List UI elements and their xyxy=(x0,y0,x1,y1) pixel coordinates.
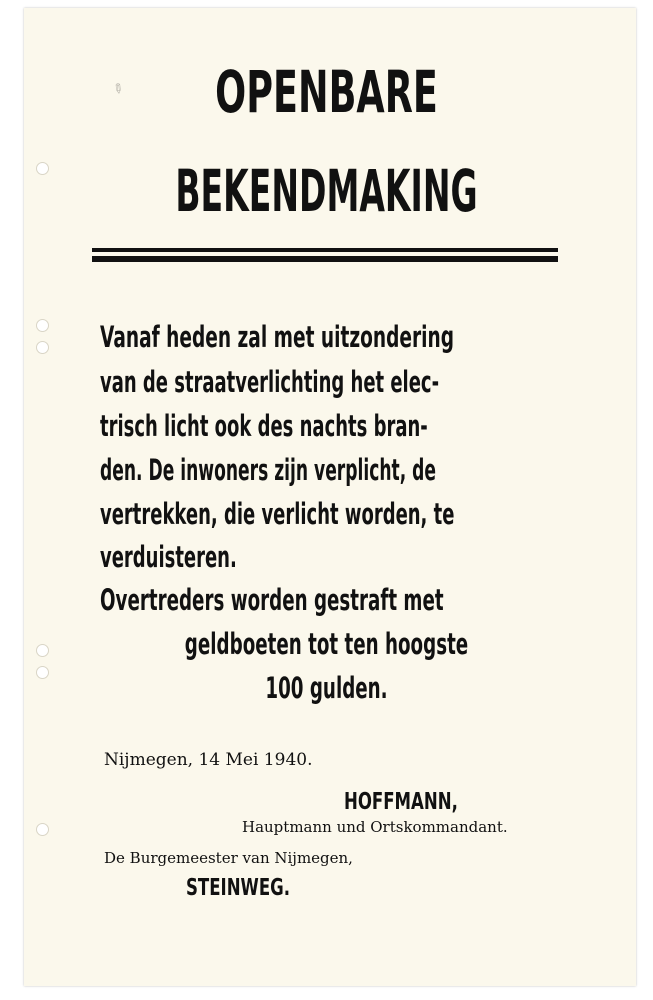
body-line-5: vertrekken, die verlicht worden, te xyxy=(100,497,455,531)
signatory-2-title: De Burgemeester van Nijmegen, xyxy=(104,849,353,867)
punch-hole xyxy=(36,319,49,332)
signatory-1-title: Hauptmann und Ortskommandant. xyxy=(242,818,508,836)
punch-hole xyxy=(36,644,49,657)
body-line-1: Vanaf heden zal met uitzondering xyxy=(100,320,455,354)
place-date: Nijmegen, 14 Mei 1940. xyxy=(104,750,313,770)
punch-hole xyxy=(36,341,49,354)
punch-hole xyxy=(36,666,49,679)
title-rule-thin xyxy=(92,248,558,252)
body-line-2: van de straatverlichting het elec- xyxy=(100,365,440,399)
body-line-3: trisch licht ook des nachts bran- xyxy=(100,409,428,443)
title-line-2: BEKENDMAKING xyxy=(175,157,478,225)
body-line-4: den. De inwoners zijn verplicht, de xyxy=(100,453,437,487)
body-line-6: verduisteren. xyxy=(100,540,237,574)
signatory-2-name: STEINWEG. xyxy=(186,875,291,901)
pencil-mark: ✎ xyxy=(108,80,127,99)
body-line-8: geldboeten tot ten hoogste xyxy=(184,627,469,661)
title-rule-thick xyxy=(92,256,558,262)
body-line-7: Overtreders worden gestraft met xyxy=(100,583,444,617)
punch-hole xyxy=(36,823,49,836)
title-line-1: OPENBARE xyxy=(215,58,438,126)
punch-hole xyxy=(36,162,49,175)
body-line-9: 100 gulden. xyxy=(265,671,388,705)
signatory-1-name: HOFFMANN, xyxy=(344,789,458,815)
